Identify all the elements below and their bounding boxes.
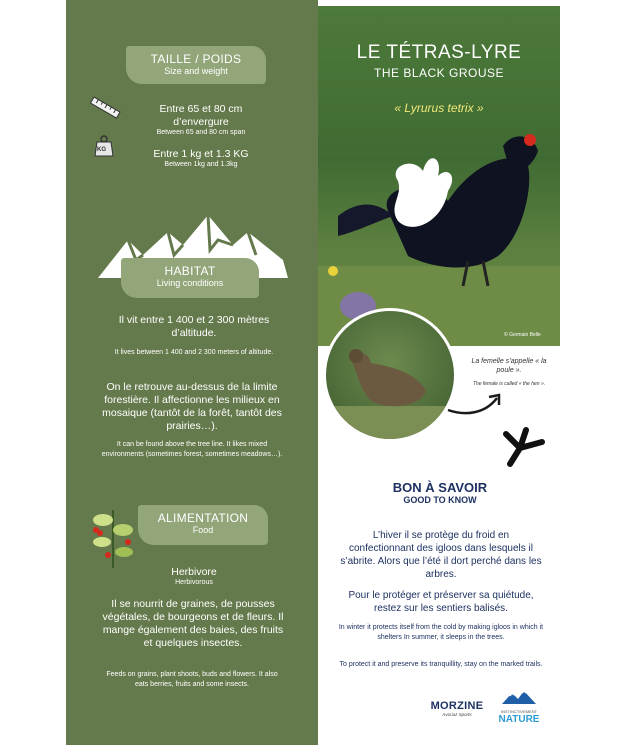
food-title: ALIMENTATION [157, 511, 249, 525]
hen-photo [323, 308, 457, 442]
habitat-p1-fr: Il vit entre 1 400 et 2 300 mètres d’altitude. [118, 314, 270, 339]
footprint-icon [498, 424, 550, 472]
photo-credit: © Germain Belle [504, 332, 541, 338]
span-fr: Entre 65 et 80 cm d’envergure [159, 103, 243, 128]
good-p1-en: In winter it protects itself from the cold by making igloos in which it shelters In summer, it sleeps in the trees. [338, 624, 544, 641]
page-title: LE TÉTRAS-LYRE [356, 42, 522, 63]
habitat-subtitle: Living conditions [156, 278, 224, 288]
nature-text: NATURE [498, 714, 540, 725]
weight-icon [94, 134, 114, 158]
hen-illustration [326, 311, 454, 439]
food-p1-fr: Il se nourrit de graines, de pousses végétales, de bourgeons et de fleurs. Il mange également des baies, des fruits et quelques insectes. [102, 598, 284, 649]
habitat-p1-en: It lives between 1 400 and 2 300 meters of altitude. [114, 349, 274, 356]
food-subtitle: Food [192, 525, 214, 535]
food-diet-en: Herbivorous [175, 579, 213, 586]
morzine-text: MORZINE [430, 700, 484, 712]
good-p2-fr: Pour le protéger et préserver sa quiétude, restez sur les sentiers balisés. [348, 590, 534, 614]
food-diet-fr: Herbivore [171, 566, 217, 578]
grouse-photo [318, 6, 560, 346]
weight-fr: Entre 1 kg et 1.3 KG [153, 148, 249, 160]
page-subtitle: THE BLACK GROUSE [373, 66, 505, 80]
good-title-fr: BON À SAVOIR [392, 480, 488, 495]
good-p1-fr: L’hiver il se protège du froid en confectionnant des igloos dans lesquels il s’abrite. Alors que l’été il dort perché dans les arbres. [340, 530, 542, 580]
good-p2-en: To protect it and preserve its tranquillity, stay on the marked trails. [339, 661, 543, 668]
good-title-en: GOOD TO KNOW [403, 495, 477, 505]
morzine-tag: Avoriaz Sports [442, 712, 472, 717]
left-panel [66, 0, 318, 745]
ruler-icon [88, 96, 122, 120]
span-en: Between 65 and 80 cm span [156, 129, 246, 136]
arrow-icon [445, 392, 505, 418]
nature-logo [494, 690, 544, 725]
latin-name: « Lyrurus tetrix » [394, 101, 484, 115]
berry-plant-icon [88, 500, 138, 570]
nature-top: INSTINCTIVEMENT [500, 709, 538, 714]
size-title: TAILLE / POIDS [150, 52, 242, 66]
weight-en: Between 1kg and 1.3kg [164, 161, 238, 168]
habitat-title: HABITAT [164, 264, 216, 278]
kg-label: KG [97, 147, 106, 153]
morzine-logo [424, 700, 490, 717]
habitat-p2-fr: On le retrouve au-dessus de la limite forestière. Il affectionne les milieux en mosaique (tantôt de la forêt, tantôt des prairies…). [102, 381, 282, 432]
hen-fr: La femelle s’appelle « la poule ». [471, 358, 547, 374]
size-subtitle: Size and weight [164, 66, 228, 76]
habitat-p2-en: It can be found above the tree line. It likes mixed environments (sometimes forest, sometimes meadows…). [101, 441, 283, 458]
nature-mountain-icon [502, 690, 536, 704]
hen-en: The female is called « the hen ». [472, 381, 546, 387]
food-p1-en: Feeds on grains, plant shoots, buds and flowers. It also eats berries, fruits and some insects. [106, 671, 278, 688]
